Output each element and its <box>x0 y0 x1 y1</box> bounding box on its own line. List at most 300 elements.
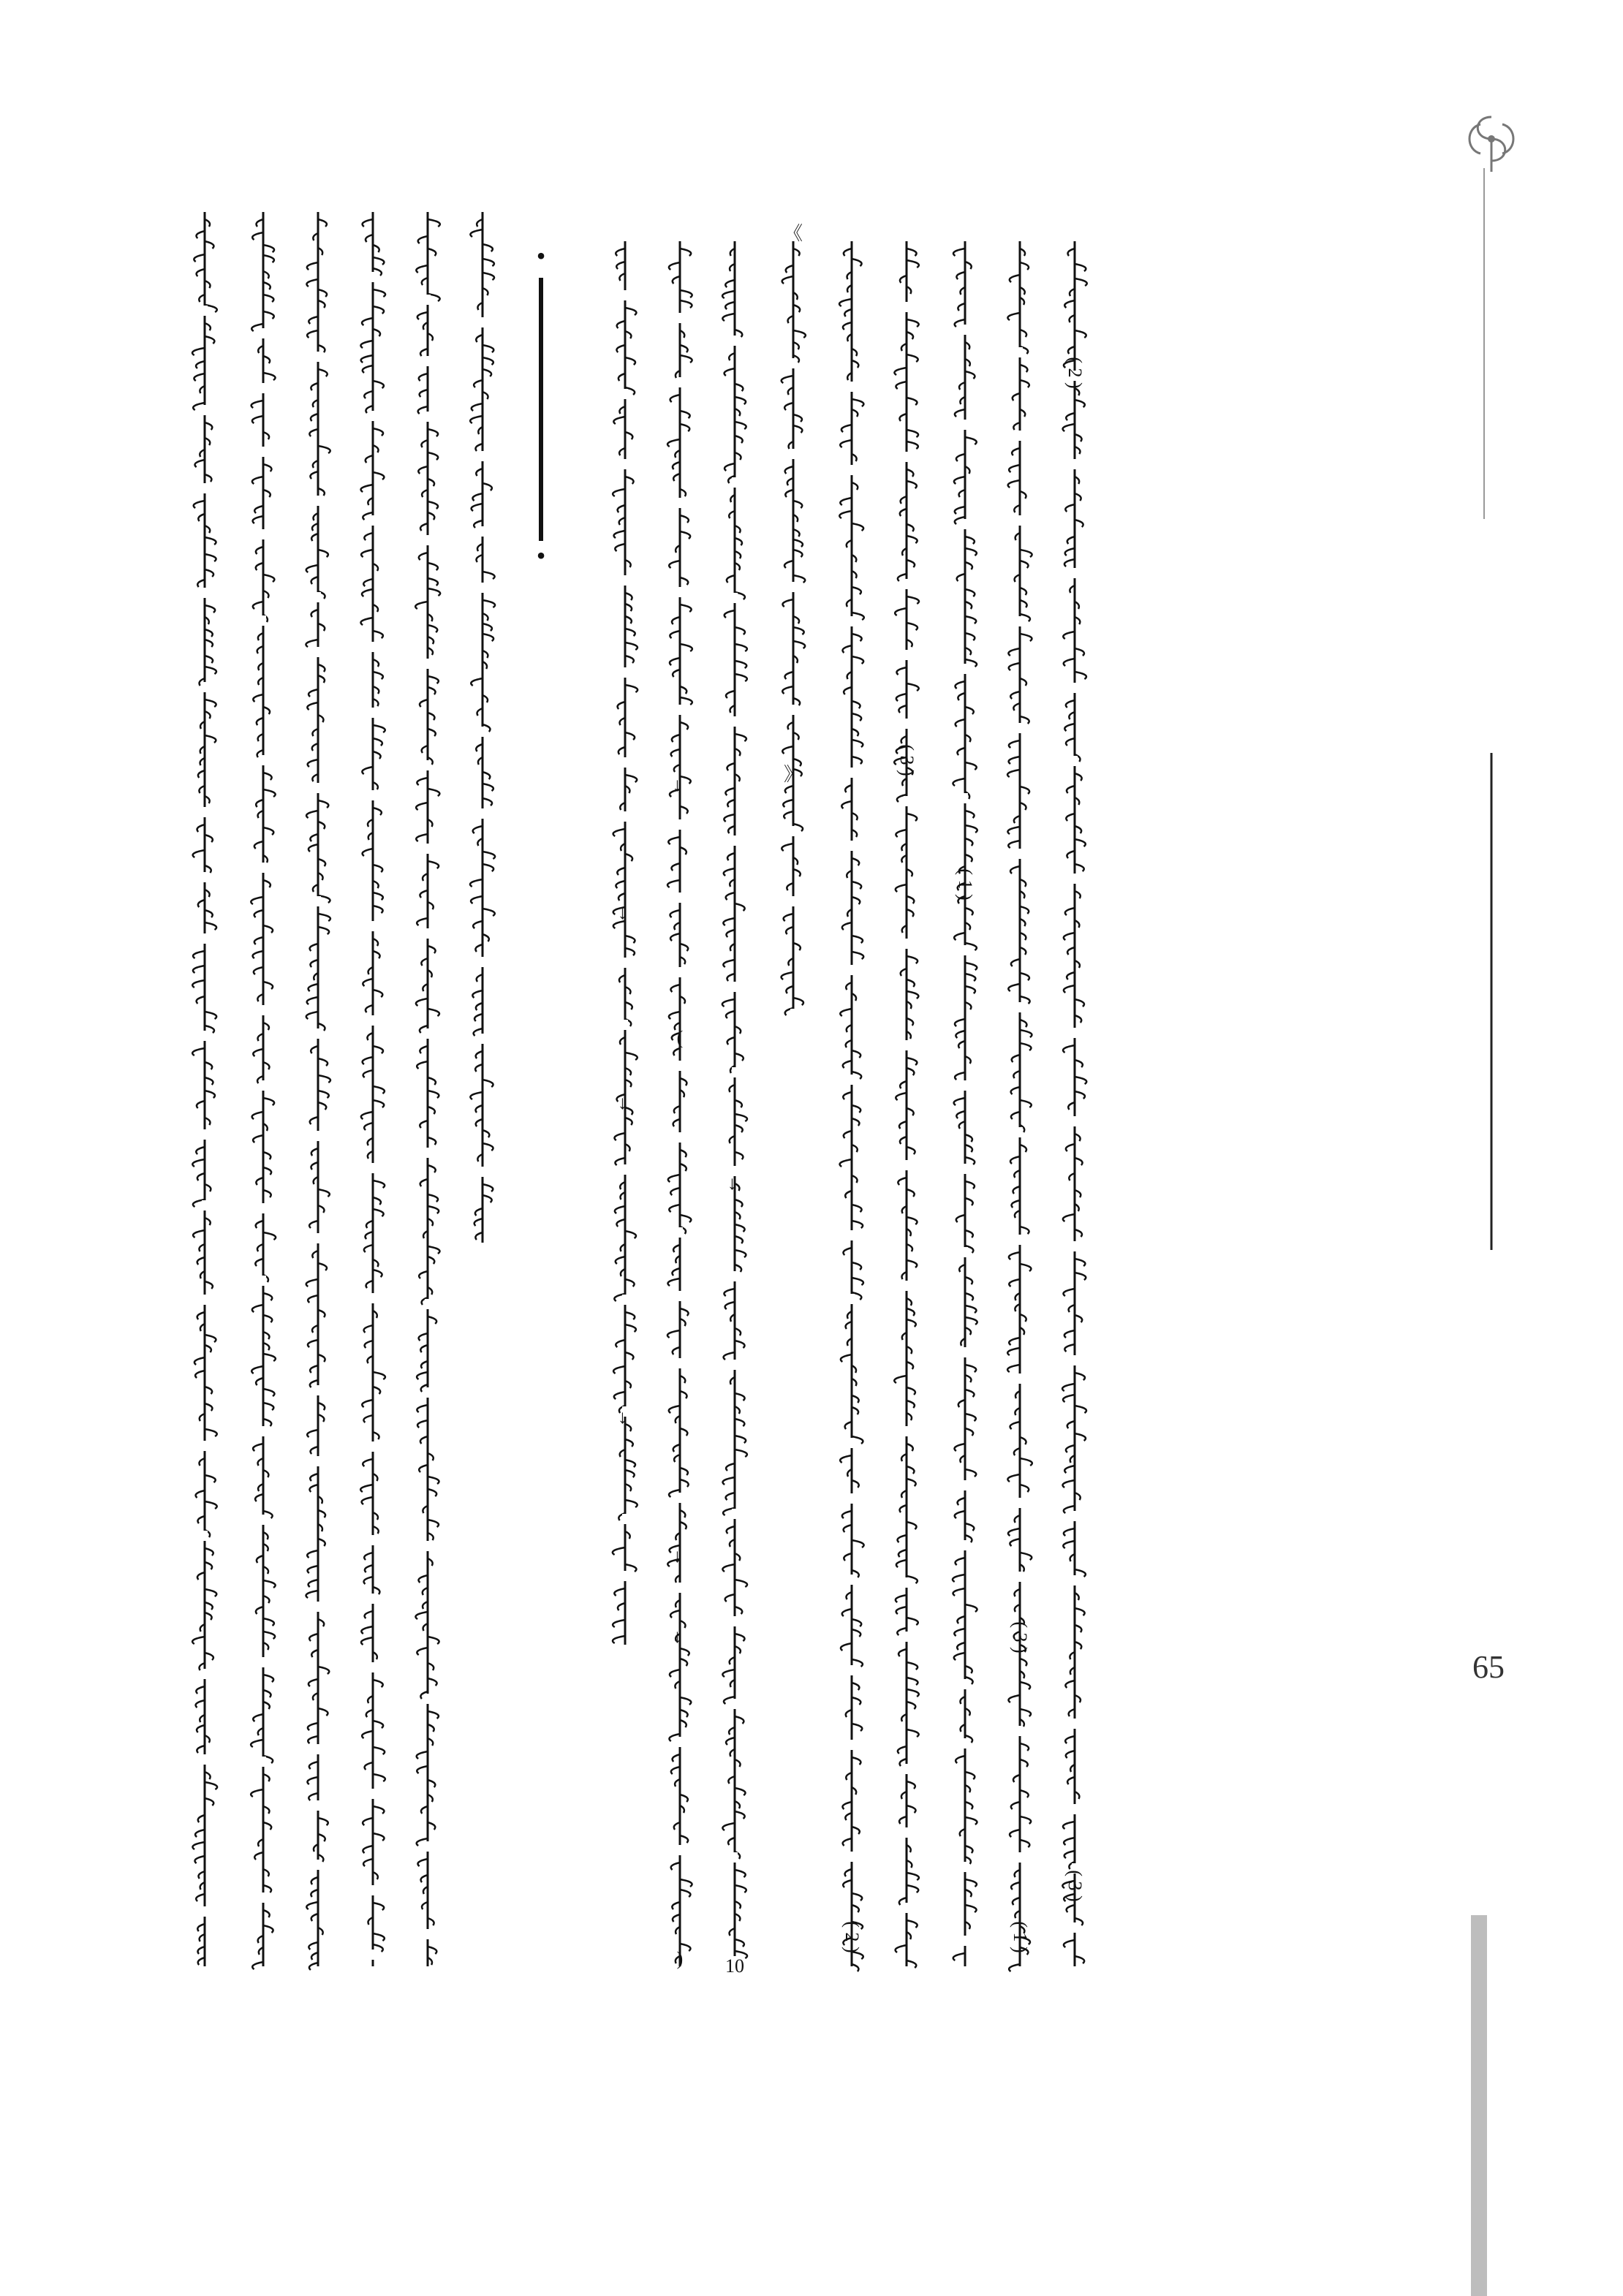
script-glyph <box>197 1257 205 1265</box>
script-glyph <box>954 1629 965 1636</box>
script-glyph <box>256 563 263 570</box>
script-glyph <box>907 1387 915 1395</box>
script-glyph <box>793 330 806 338</box>
script-glyph <box>318 1058 328 1066</box>
script-glyph <box>625 1500 638 1507</box>
script-glyph <box>483 624 492 631</box>
script-glyph <box>965 1390 975 1397</box>
script-glyph <box>197 996 205 1004</box>
script-glyph <box>416 803 428 810</box>
word-gap <box>425 1841 431 1852</box>
script-glyph <box>373 1903 384 1910</box>
script-glyph <box>782 844 793 851</box>
script-glyph <box>483 864 493 871</box>
word-gap <box>732 1699 738 1709</box>
word-gap <box>202 1031 208 1041</box>
word-gap <box>622 290 628 300</box>
script-glyph <box>616 262 625 269</box>
column-marker: ( 3 ) <box>1010 1621 1031 1653</box>
script-glyph <box>852 1893 862 1901</box>
word-gap <box>677 587 683 597</box>
word-gap <box>370 1293 376 1303</box>
script-glyph <box>318 859 325 866</box>
script-glyph <box>428 946 436 953</box>
word-gap <box>904 1966 909 1977</box>
script-glyph <box>907 1479 916 1486</box>
script-glyph <box>318 550 328 557</box>
script-glyph <box>667 1278 680 1286</box>
script-glyph <box>680 1710 688 1717</box>
script-glyph <box>205 423 212 430</box>
script-glyph <box>956 272 965 279</box>
word-gap <box>260 1657 266 1667</box>
script-glyph <box>263 245 274 252</box>
script-glyph <box>263 1885 271 1893</box>
word-gap <box>677 1227 683 1238</box>
script-glyph <box>625 308 636 315</box>
script-glyph <box>362 767 373 774</box>
word-gap <box>962 1679 968 1689</box>
script-glyph <box>194 374 205 381</box>
script-glyph <box>1009 1279 1020 1287</box>
script-glyph <box>428 249 436 256</box>
script-glyph <box>252 232 263 240</box>
script-glyph <box>680 1697 691 1705</box>
word-gap <box>962 325 968 335</box>
script-glyph <box>373 1933 385 1941</box>
script-glyph <box>896 1945 907 1952</box>
script-glyph <box>1064 559 1075 567</box>
script-glyph <box>907 1806 916 1813</box>
script-glyph <box>309 1762 318 1769</box>
script-glyph <box>965 1469 976 1477</box>
script-glyph <box>419 553 428 560</box>
column-marker: ( <box>676 1027 684 1048</box>
word-gap <box>1017 1374 1023 1384</box>
script-glyph <box>205 605 215 613</box>
script-glyph <box>373 631 383 638</box>
script-glyph <box>735 1580 747 1587</box>
script-glyph <box>840 440 852 447</box>
script-glyph <box>192 980 205 988</box>
script-glyph <box>954 1098 965 1105</box>
script-glyph <box>852 952 863 959</box>
script-glyph <box>1010 1830 1020 1837</box>
script-glyph <box>785 466 793 474</box>
script-glyph <box>673 1347 680 1355</box>
script-glyph <box>625 656 634 663</box>
script-glyph <box>193 1230 205 1238</box>
script-glyph <box>852 587 861 594</box>
script-glyph <box>727 575 735 583</box>
script-glyph <box>366 1232 373 1239</box>
script-glyph <box>472 990 483 998</box>
script-glyph <box>793 550 802 557</box>
script-glyph <box>735 1250 746 1257</box>
script-glyph <box>309 317 318 324</box>
script-glyph <box>428 219 440 227</box>
script-glyph <box>373 289 385 297</box>
script-glyph <box>965 1604 977 1612</box>
script-glyph <box>907 814 917 821</box>
script-glyph <box>420 1121 428 1128</box>
script-glyph <box>205 1589 216 1596</box>
script-glyph <box>680 1795 688 1802</box>
script-glyph <box>364 533 373 540</box>
script-glyph <box>1063 1822 1075 1829</box>
script-glyph <box>965 974 975 981</box>
script-glyph <box>420 1436 428 1444</box>
script-glyph <box>735 384 743 391</box>
script-glyph <box>1020 262 1029 270</box>
script-glyph <box>669 1205 680 1212</box>
script-glyph <box>1075 839 1086 846</box>
word-gap <box>425 760 431 770</box>
script-glyph <box>373 906 383 913</box>
script-glyph <box>373 257 384 265</box>
script-glyph <box>365 1565 373 1572</box>
script-glyph <box>852 1050 860 1058</box>
script-glyph <box>263 1403 273 1410</box>
word-gap <box>260 1893 266 1903</box>
script-glyph <box>957 1643 965 1650</box>
script-glyph <box>363 1459 373 1466</box>
script-glyph <box>680 944 688 951</box>
script-glyph <box>840 1009 852 1016</box>
script-glyph <box>724 1289 735 1296</box>
word-gap <box>260 529 266 539</box>
script-glyph <box>965 1157 975 1164</box>
script-glyph <box>1064 659 1075 666</box>
script-glyph <box>613 1620 625 1627</box>
script-glyph <box>725 302 735 309</box>
script-glyph <box>1008 648 1020 656</box>
word-gap <box>480 317 485 327</box>
script-glyph <box>907 1885 918 1893</box>
script-glyph <box>617 868 625 875</box>
script-glyph <box>419 1271 428 1278</box>
word-gap <box>732 593 738 603</box>
script-glyph <box>308 1340 318 1347</box>
word-gap <box>1072 459 1078 469</box>
script-glyph <box>907 1147 915 1154</box>
script-glyph <box>965 371 975 379</box>
word-gap <box>370 642 376 652</box>
script-glyph <box>428 1822 435 1830</box>
script-glyph <box>483 572 495 579</box>
word-gap <box>315 1233 321 1243</box>
script-glyph <box>735 674 747 681</box>
script-glyph <box>362 1400 373 1407</box>
script-glyph <box>843 322 852 330</box>
script-glyph <box>1020 1709 1031 1716</box>
script-glyph <box>625 948 635 955</box>
script-glyph <box>253 1444 263 1451</box>
script-glyph <box>670 1610 680 1618</box>
word-gap <box>202 1906 208 1917</box>
script-glyph <box>965 1293 973 1300</box>
script-glyph <box>1008 841 1020 848</box>
script-glyph <box>205 629 213 637</box>
word-gap <box>1017 1127 1023 1137</box>
script-glyph <box>895 608 907 615</box>
script-glyph <box>428 1947 436 1954</box>
column-marker: → <box>615 1094 636 1113</box>
script-glyph <box>255 1259 263 1266</box>
script-glyph <box>205 1091 215 1098</box>
script-glyph <box>483 357 493 365</box>
script-glyph <box>668 837 680 844</box>
column-marker: → <box>725 1175 746 1194</box>
script-glyph <box>252 1112 263 1119</box>
script-glyph <box>196 1894 205 1901</box>
script-glyph <box>783 599 793 607</box>
script-glyph <box>843 1880 852 1887</box>
word-gap <box>622 1645 628 1655</box>
script-glyph <box>428 588 440 596</box>
script-glyph <box>722 1564 735 1572</box>
script-glyph <box>254 1852 263 1860</box>
script-glyph <box>193 951 205 958</box>
script-glyph <box>252 416 263 423</box>
script-glyph <box>965 1802 972 1809</box>
script-glyph <box>263 1167 271 1175</box>
word-gap <box>370 1662 376 1672</box>
script-glyph <box>1020 716 1029 724</box>
script-glyph <box>1075 1608 1085 1615</box>
script-glyph <box>894 368 907 375</box>
column-marker: → <box>615 904 636 923</box>
script-glyph <box>735 1811 745 1819</box>
script-glyph <box>965 986 975 993</box>
script-glyph <box>474 1219 483 1226</box>
script-glyph <box>723 918 735 925</box>
script-glyph <box>373 808 382 815</box>
column-marker: → <box>615 1409 636 1428</box>
script-glyph <box>308 1723 318 1730</box>
script-glyph <box>417 1648 428 1655</box>
word-gap <box>1017 431 1023 441</box>
script-glyph <box>782 972 793 980</box>
word-gap <box>315 647 321 657</box>
word-gap <box>677 377 683 387</box>
script-glyph <box>722 999 735 1007</box>
script-glyph <box>956 1558 965 1565</box>
script-glyph <box>483 273 494 280</box>
script-glyph <box>852 1105 860 1113</box>
script-glyph <box>318 446 330 453</box>
script-glyph <box>670 395 680 402</box>
script-glyph <box>618 1603 625 1610</box>
script-glyph <box>428 1711 439 1719</box>
script-glyph <box>956 454 965 461</box>
script-glyph <box>417 1751 428 1759</box>
script-glyph <box>263 1618 274 1626</box>
script-glyph <box>735 1419 744 1426</box>
word-gap <box>1017 849 1023 859</box>
script-glyph <box>843 1838 852 1846</box>
script-glyph <box>263 1419 271 1426</box>
script-glyph <box>953 1575 965 1582</box>
script-glyph <box>841 1355 852 1362</box>
script-glyph <box>1064 985 1075 993</box>
script-glyph <box>680 577 688 585</box>
script-glyph <box>197 1101 205 1108</box>
word-gap <box>962 1862 968 1872</box>
script-glyph <box>415 602 428 609</box>
script-glyph <box>1066 1144 1075 1151</box>
script-glyph <box>852 1205 862 1212</box>
script-glyph <box>680 722 688 730</box>
script-glyph <box>253 951 263 958</box>
word-gap <box>904 1764 909 1774</box>
word-gap <box>370 1950 376 1960</box>
script-glyph <box>625 936 635 943</box>
script-glyph <box>965 1306 976 1313</box>
word-gap <box>962 1738 968 1748</box>
script-glyph <box>256 547 263 554</box>
script-glyph <box>417 1405 428 1412</box>
script-glyph <box>363 365 373 373</box>
script-glyph <box>957 574 965 581</box>
word-gap <box>370 1441 376 1452</box>
script-glyph <box>722 1823 735 1830</box>
word-gap <box>425 1694 431 1704</box>
script-glyph <box>252 477 263 484</box>
script-glyph <box>735 1788 745 1795</box>
word-gap <box>315 1800 321 1811</box>
script-glyph <box>852 523 863 531</box>
word-gap <box>1072 874 1078 884</box>
word-gap <box>677 1845 683 1855</box>
word-gap <box>202 1531 208 1541</box>
script-glyph <box>263 311 274 319</box>
script-glyph <box>896 1560 907 1567</box>
script-glyph <box>735 1607 742 1614</box>
script-glyph <box>1010 275 1020 282</box>
script-glyph <box>1064 1838 1075 1845</box>
script-glyph <box>1064 1344 1075 1352</box>
script-glyph <box>263 1152 270 1159</box>
script-glyph <box>1020 1030 1032 1037</box>
script-glyph <box>625 643 638 650</box>
script-glyph <box>253 602 263 609</box>
script-glyph <box>373 990 382 997</box>
script-glyph <box>205 537 216 545</box>
word-gap <box>849 1294 855 1304</box>
word-gap <box>370 411 376 421</box>
script-glyph <box>373 672 383 679</box>
script-glyph <box>1020 1458 1032 1466</box>
script-glyph <box>483 772 490 779</box>
script-glyph <box>735 1125 743 1132</box>
script-glyph <box>725 788 735 795</box>
script-glyph <box>840 1455 852 1463</box>
script-glyph <box>263 789 276 797</box>
script-glyph <box>735 1870 746 1877</box>
script-glyph <box>362 318 373 325</box>
script-glyph <box>735 422 746 429</box>
script-glyph <box>907 355 918 362</box>
script-glyph <box>1009 740 1020 748</box>
script-glyph <box>364 1553 373 1560</box>
script-glyph <box>852 1540 864 1547</box>
script-glyph <box>726 1463 735 1471</box>
word-gap <box>202 1669 208 1679</box>
word-gap <box>370 790 376 800</box>
script-glyph <box>1011 1882 1020 1890</box>
script-glyph <box>852 1278 863 1285</box>
word-gap <box>315 1744 321 1754</box>
script-glyph <box>907 1729 919 1737</box>
script-glyph <box>842 645 852 653</box>
word-gap <box>260 863 266 873</box>
script-glyph <box>205 554 216 561</box>
script-glyph <box>197 1312 205 1319</box>
script-glyph <box>615 1206 625 1213</box>
script-glyph <box>1067 851 1075 858</box>
script-glyph <box>840 498 852 505</box>
script-glyph <box>722 314 735 321</box>
script-glyph <box>735 436 743 443</box>
script-glyph <box>205 241 213 249</box>
word-gap <box>677 1061 683 1071</box>
script-glyph <box>309 1942 318 1950</box>
script-glyph <box>1020 1759 1028 1767</box>
script-glyph <box>306 1012 318 1019</box>
script-glyph <box>618 702 625 709</box>
script-glyph <box>263 1354 276 1361</box>
script-glyph <box>1064 1851 1075 1858</box>
script-glyph <box>1064 1528 1075 1536</box>
script-glyph <box>309 844 318 852</box>
script-glyph <box>194 501 205 508</box>
script-glyph <box>307 330 318 338</box>
word-gap <box>1017 1498 1023 1508</box>
script-glyph <box>735 1939 744 1947</box>
script-glyph <box>672 735 680 742</box>
script-glyph <box>735 1200 742 1207</box>
script-glyph <box>673 1914 680 1922</box>
script-glyph <box>1067 537 1075 544</box>
word-gap <box>732 1271 738 1281</box>
script-glyph <box>618 505 625 512</box>
word-gap <box>904 939 909 949</box>
word-gap <box>849 1966 855 1977</box>
script-glyph <box>1020 1743 1029 1751</box>
word-gap <box>962 519 968 529</box>
script-glyph <box>310 944 318 951</box>
script-glyph <box>205 735 216 743</box>
script-glyph <box>363 1070 373 1077</box>
script-glyph <box>722 291 735 298</box>
script-glyph <box>625 1053 638 1060</box>
script-glyph <box>965 1277 972 1284</box>
script-glyph <box>953 778 965 786</box>
script-glyph <box>428 501 438 509</box>
word-gap <box>315 352 321 362</box>
script-glyph <box>263 1389 274 1396</box>
script-glyph <box>251 1366 263 1374</box>
column-marker: ( 2 ) <box>841 1921 863 1953</box>
script-glyph <box>373 1372 385 1379</box>
script-glyph <box>907 1217 918 1224</box>
script-glyph <box>896 1093 907 1100</box>
script-glyph <box>311 1447 318 1454</box>
script-glyph <box>1007 1474 1020 1482</box>
script-glyph <box>253 694 263 702</box>
word-gap <box>904 1632 909 1642</box>
